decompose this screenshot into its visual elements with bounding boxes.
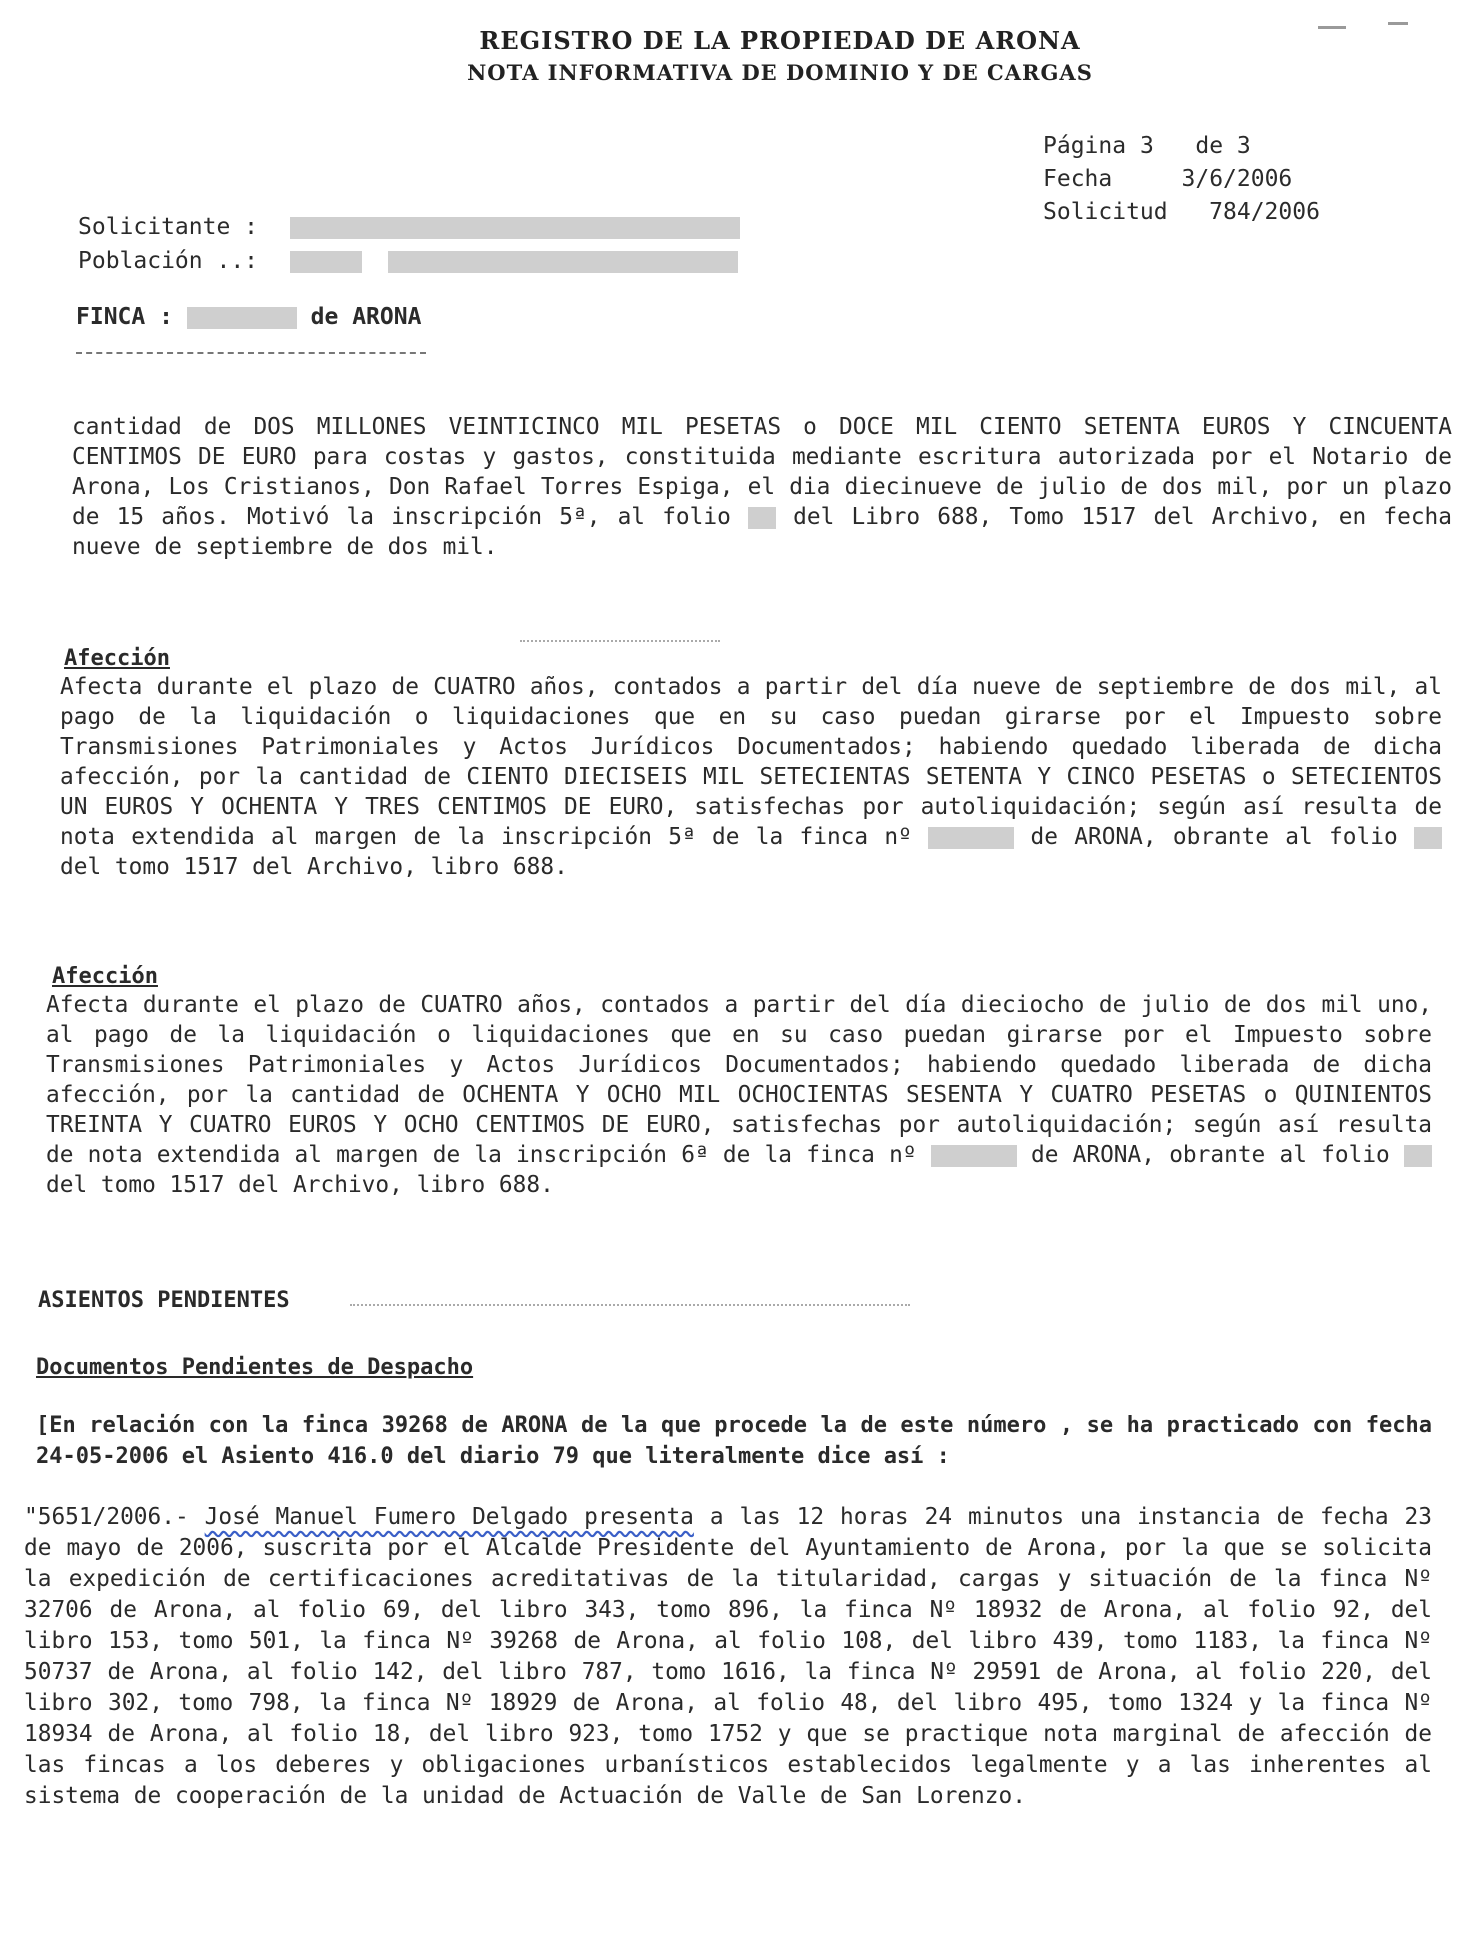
request-row xyxy=(1043,196,1320,229)
paragraph-relation: [En relación con la finca 39268 de ARONA de la que procede la de este número , se ha practicado con fecha 24-05-2006 el Asiento 416.0 del diario 79 que literalmente dice así : xyxy=(36,1413,1432,1469)
paragraph-text: de ARONA, obrante al folio xyxy=(1030,1142,1390,1168)
paragraph-text: Afecta durante el plazo de CUATRO años, contados a partir del día nueve de septiembre de dos mil, al pago de la liquidación o liquidaciones que en su caso puedan girarse por el Impuesto sobre Transmisiones Patrimoniales y Actos Jurídicos Documentados; habiendo quedado liberada de dicha afección, por la cantidad de CIENTO DIECISEIS MIL SETECIENTAS SETENTA Y CINCO PESETAS o SETECIENTOS UN EUROS Y OCHENTA Y TRES CENTIMOS DE EURO, satisfechas por autoliquidación; según así resulta de nota extendida al margen de la inscripción 5ª de la finca nº xyxy=(60,674,1442,850)
redacted-town xyxy=(290,251,362,273)
date-label: Fecha xyxy=(1043,166,1113,192)
paragraph-text: de ARONA, obrante al folio xyxy=(1030,824,1398,850)
applicant-row xyxy=(78,210,740,244)
section-heading-pending-documents: Documentos Pendientes de Despacho xyxy=(36,1355,474,1380)
property-suffix: de ARONA xyxy=(310,304,422,330)
page-number-row xyxy=(1043,130,1320,163)
scan-mark xyxy=(1318,26,1346,29)
paragraph-text: Afecta durante el plazo de CUATRO años, contados a partir del día dieciocho de julio de dos mil uno, al pago de la liquidación o liquidaciones que en su caso puedan girarse por el Impuesto sobre Transmisiones Patrimoniales y Actos Jurídicos Documentados; habiendo quedado liberada de dicha afección, por la cantidad de OCHENTA Y OCHO MIL OCHOCIENTAS SESENTA Y CUATRO PESETAS o QUINIENTOS TREINTA Y CUATRO EUROS Y OCHO CENTIMOS DE EURO, satisfechas por autoliquidación; según así resulta de nota extendida al margen de la inscripción 6ª de la finca nº xyxy=(46,992,1432,1168)
paragraph-text: del tomo 1517 del Archivo, libro 688. xyxy=(60,854,568,880)
redacted-property-number xyxy=(187,307,297,329)
registry-title: REGISTRO DE LA PROPIEDAD DE ARONA xyxy=(479,26,1081,55)
property-label: FINCA : xyxy=(76,304,173,330)
asiento-number: "5651/2006.- xyxy=(24,1504,189,1530)
applicant-block xyxy=(78,210,740,278)
town-row xyxy=(78,244,740,278)
scan-mark xyxy=(520,640,720,642)
divider xyxy=(76,352,426,354)
town-label: Población ..: xyxy=(78,248,259,274)
of-label: de xyxy=(1195,133,1224,159)
section-heading-afeccion: Afección xyxy=(52,964,158,989)
redacted-folio xyxy=(1404,1145,1432,1167)
page-meta xyxy=(1043,130,1320,229)
request-label: Solicitud xyxy=(1043,199,1168,225)
of-value: 3 xyxy=(1236,133,1251,159)
redacted-applicant xyxy=(290,217,740,239)
paragraph-text: a las 12 horas 24 minutos una instancia de fecha 23 de mayo de 2006, suscrita por el Alcalde Presidente del Ayuntamiento de Arona, por la que se solicita la expedición de certificaciones acreditativas de la titularidad, cargas y situación de la finca Nº 32706 de Arona, al folio 69, del libro 343, tomo 896, la finca Nº 18932 de Arona, al folio 92, del libro 153, tomo 501, la finca Nº 39268 de Arona, al folio 108, del libro 439, tomo 1183, la finca Nº 50737 de Arona, al folio 142, del libro 787, tomo 1616, la finca Nº 29591 de Arona, al folio 220, del libro 302, tomo 798, la finca Nº 18929 de Arona, al folio 48, del libro 495, tomo 1324 y la finca Nº 18934 de Arona, al folio 18, del libro 923, tomo 1752 y que se practique nota marginal de afección de las fincas a los deberes y obligaciones urbanísticos establecidos legalmente y a las inherentes al sistema de cooperación de la unidad de Actuación de Valle de San Lorenzo. xyxy=(24,1504,1432,1809)
scan-mark xyxy=(350,1304,910,1306)
note-subtitle: NOTA INFORMATIVA DE DOMINIO Y DE CARGAS xyxy=(467,60,1093,85)
property-heading xyxy=(76,304,421,330)
applicant-label: Solicitante : xyxy=(78,214,259,240)
paragraph-text: del tomo 1517 del Archivo, libro 688. xyxy=(46,1172,554,1198)
redacted-property-number xyxy=(931,1145,1017,1167)
paragraph-afeccion-1 xyxy=(60,672,1442,882)
redacted-property-number xyxy=(928,827,1014,849)
section-heading-afeccion: Afección xyxy=(64,646,170,671)
date-row xyxy=(1043,163,1320,196)
paragraph-mortgage xyxy=(72,412,1452,562)
paragraph-asiento xyxy=(24,1502,1432,1812)
redacted-town-detail xyxy=(388,251,738,273)
redacted-folio xyxy=(748,507,776,529)
page-label: Página xyxy=(1043,133,1127,159)
page-value: 3 xyxy=(1139,133,1154,159)
paragraph-text: del Libro 688, Tomo 1517 del Archivo, en fecha nueve de septiembre de dos mil. xyxy=(72,504,1452,560)
request-value: 784/2006 xyxy=(1209,199,1320,225)
section-heading-pending-entries: ASIENTOS PENDIENTES xyxy=(38,1288,290,1313)
paragraph-afeccion-2 xyxy=(46,990,1432,1200)
presenter-name: José Manuel Fumero Delgado presenta xyxy=(204,1504,694,1530)
paragraph-text: cantidad de DOS MILLONES VEINTICINCO MIL PESETAS o DOCE MIL CIENTO SETENTA EUROS Y CINCUENTA CENTIMOS DE EURO para costas y gastos, constituida mediante escritura autorizada por el Notario de Arona, Los Cristianos, Don Rafael Torres Espiga, el dia diecinueve de julio de dos mil, por un plazo de 15 años. Motivó la inscripción 5ª, al folio xyxy=(72,414,1452,530)
scan-mark xyxy=(1388,22,1408,25)
date-value: 3/6/2006 xyxy=(1181,166,1293,192)
redacted-folio xyxy=(1414,827,1442,849)
